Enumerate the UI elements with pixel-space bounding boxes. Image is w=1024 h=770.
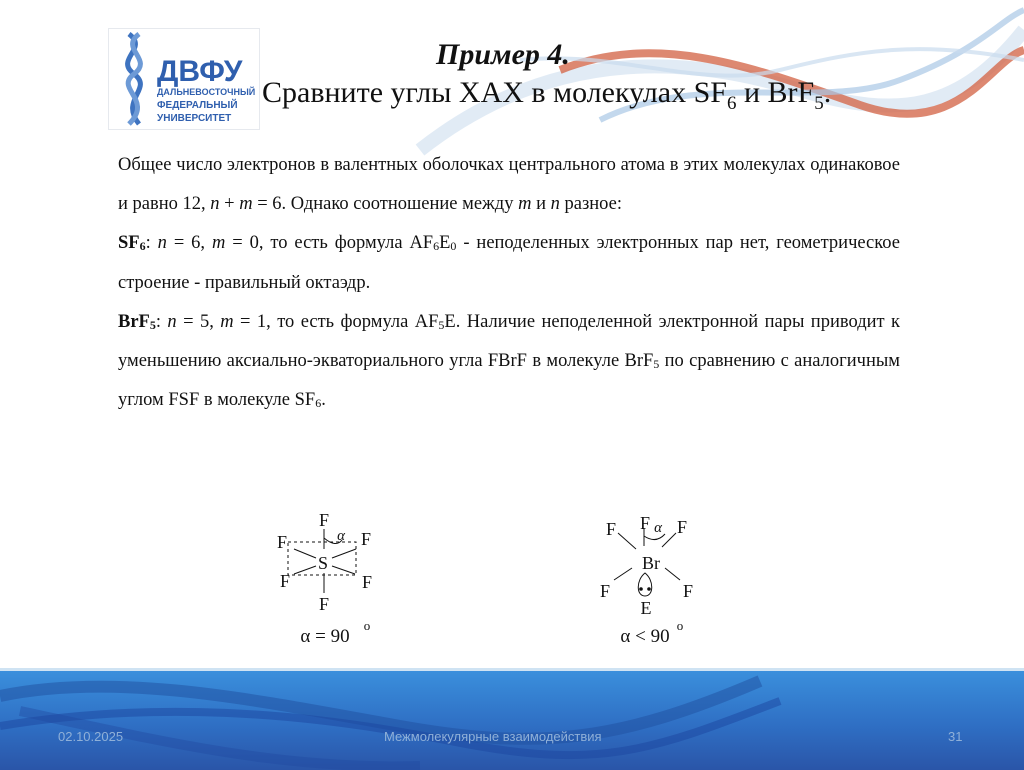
atom-br: Br [642,553,660,573]
text: + [219,194,240,215]
var-m: m [220,311,234,332]
text: . [321,390,326,411]
logo-line2: ФЕДЕРАЛЬНЫЙ [157,100,238,111]
sub: 0 [450,239,457,254]
slide-question [262,76,831,115]
text: = 6. Однако соотношение между [252,194,519,215]
lone-pair-e: E [640,598,652,618]
var-n: n [167,311,177,332]
atom-f: F [360,529,372,549]
sub: 5 [149,317,156,332]
footer-page-number: 31 [948,729,963,744]
sub: 5 [653,357,660,372]
sub: 6 [315,396,322,411]
university-logo [108,28,260,130]
atom-f: F [599,581,611,601]
paragraph-brf5 [118,303,900,421]
question-text: и BrF [736,76,815,109]
slide-footer [0,668,1024,770]
text: = 6, [166,233,212,254]
label-brf5: BrF [118,311,150,332]
text: = 0, то есть формула AF [225,233,434,254]
var-m: m [211,233,226,254]
var-m: m [518,194,532,215]
text: = 1, то есть формула AF [233,311,439,332]
question-sub: 6 [726,93,737,114]
logo-abbr: ДВФУ [157,55,243,88]
text: : [145,233,158,254]
sub: 6 [139,239,146,254]
footer-date: 02.10.2025 [58,729,124,744]
var-n: n [157,233,167,254]
footer-topic: Межмолекулярные взаимодействия [384,729,602,744]
slide-heading: Пример 4. [436,38,570,71]
helix-icon [128,34,141,124]
question-text: . [823,76,832,109]
text: Общее число электронов в валентных оболочках центрального атома в этих молекулах одинаковое и равно 12, [118,155,900,215]
label-sf6: SF [118,233,140,254]
sf6-caption: α = 90 [300,626,350,647]
text: : [155,311,168,332]
angle-alpha: α [337,528,345,544]
atom-f: F [682,581,694,601]
atom-f: F [318,510,330,530]
degree-mark: o [363,618,371,633]
atom-f: F [276,532,288,552]
atom-f: F [676,517,688,537]
text: = 5, [176,311,221,332]
var-n: n [550,194,560,215]
footer-wave-decoration [0,671,1024,770]
degree-mark: o [676,618,684,633]
text: E [439,233,451,254]
sf6-diagram [277,510,372,647]
question-sub: 5 [814,93,824,114]
brf5-diagram [600,513,693,647]
logo-line1: ДАЛЬНЕВОСТОЧНЫЙ [157,87,256,97]
sub: 6 [433,239,440,254]
question-text: Сравните углы XAX в молекулах SF [262,76,727,109]
angle-alpha: α [654,520,662,536]
var-m: m [239,194,253,215]
atom-f: F [361,572,373,592]
paragraph-intro [118,146,900,224]
sub: 5 [438,317,445,332]
text: - неподеленных электронных пар нет, геометрическое строение - правильный октаэдр. [118,233,900,293]
atom-f: F [605,519,617,539]
brf5-caption: α < 90 [620,626,670,647]
atom-s: S [317,553,329,573]
atom-f: F [279,571,291,591]
atom-f: F [318,594,330,614]
molecule-diagrams [250,500,730,660]
text: по сравнению с аналогичным углом FSF в молекуле SF [118,351,900,411]
atom-f: F [639,513,651,533]
text: разное: [559,194,622,215]
var-n: n [210,194,220,215]
logo-line3: УНИВЕРСИТЕТ [157,113,232,124]
text: E. Наличие неподеленной электронной пары приводит к уменьшению аксиально-экваториального угла FBrF в молекуле BrF [118,311,900,372]
text: и [531,194,551,215]
paragraph-sf6 [118,224,900,302]
slide-body [118,146,900,420]
